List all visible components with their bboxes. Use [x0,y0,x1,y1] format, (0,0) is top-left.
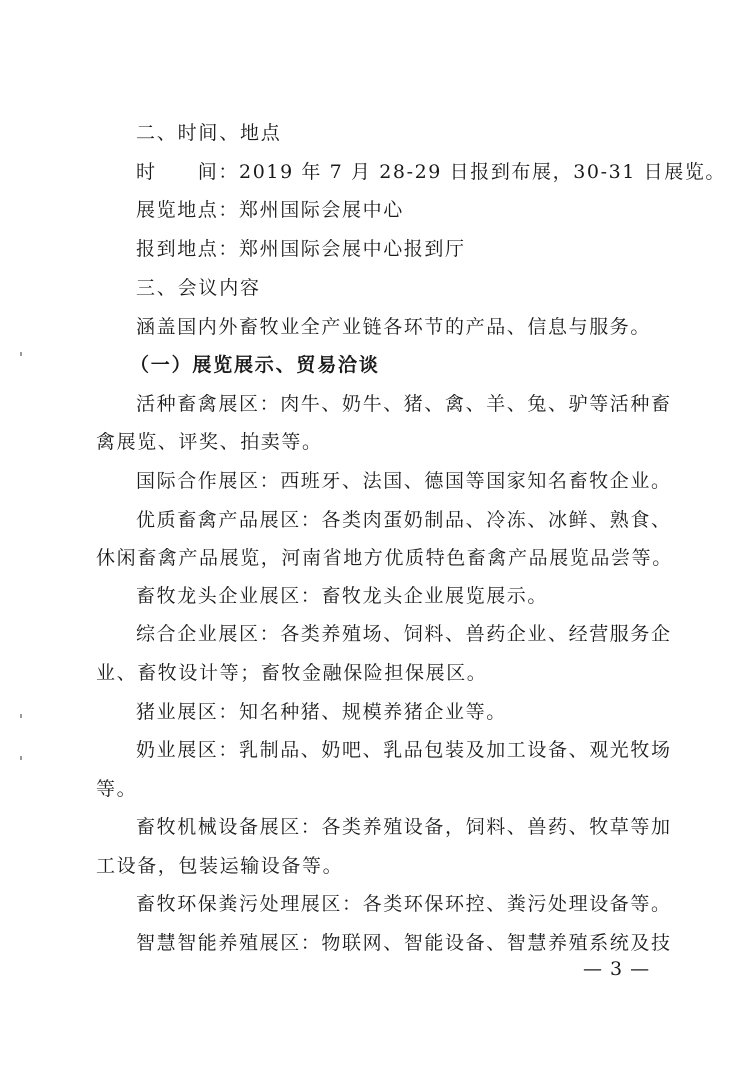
subheading-exhibition-trade: （一）展览展示、贸易洽谈 [130,354,380,376]
text-line-smart-farming-zone: 智慧智能养殖展区：物联网、智能设备、智慧养殖系统及技 [136,932,672,954]
text-line-livestock-zone-cont: 禽展览、评奖、拍卖等。 [96,431,323,453]
binding-mark [20,714,22,718]
text-line-comprehensive-zone: 综合企业展区：各类养殖场、饲料、兽药企业、经营服务企 [136,623,672,645]
text-line-dairy-zone-cont: 等。 [96,778,138,800]
binding-mark [20,352,22,356]
text-line-livestock-zone: 活种畜禽展区：肉牛、奶牛、猪、禽、羊、兔、驴等活种畜 [136,393,672,415]
text-line-comprehensive-zone-cont: 业、畜牧设计等；畜牧金融保险担保展区。 [96,662,488,684]
section-heading-time-location: 二、时间、地点 [136,122,282,144]
text-line-machinery-zone-cont: 工设备，包装运输设备等。 [96,855,344,877]
text-line-international-zone: 国际合作展区：西班牙、法国、德国等国家知名畜牧企业。 [136,470,672,492]
text-line-exhibition-venue: 展览地点：郑州国际会展中心 [136,199,404,221]
section-heading-meeting-content: 三、会议内容 [136,277,261,299]
text-line-time: 时 间：2019 年 7 月 28-29 日报到布展，30-31 日展览。 [136,161,727,183]
text-line-quality-products-zone-cont: 休闲畜禽产品展览，河南省地方优质特色畜禽产品展览品尝等。 [96,547,673,569]
text-line-registration-venue: 报到地点：郑州国际会展中心报到厅 [136,238,466,260]
text-line-leading-enterprise-zone: 畜牧龙头企业展区：畜牧龙头企业展览展示。 [136,585,549,607]
binding-mark [20,756,22,760]
text-line-environmental-zone: 畜牧环保粪污处理展区：各类环保环控、粪污处理设备等。 [136,893,672,915]
page-number: — 3 — [583,958,651,980]
text-line-coverage: 涵盖国内外畜牧业全产业链各环节的产品、信息与服务。 [136,316,652,338]
text-line-pig-zone: 猪业展区：知名种猪、规模养猪企业等。 [136,701,507,723]
text-line-quality-products-zone: 优质畜禽产品展区：各类肉蛋奶制品、冷冻、冰鲜、熟食、 [136,509,672,531]
text-line-dairy-zone: 奶业展区：乳制品、奶吧、乳品包装及加工设备、观光牧场 [136,739,672,761]
text-line-machinery-zone: 畜牧机械设备展区：各类养殖设备，饲料、兽药、牧草等加 [136,816,672,838]
